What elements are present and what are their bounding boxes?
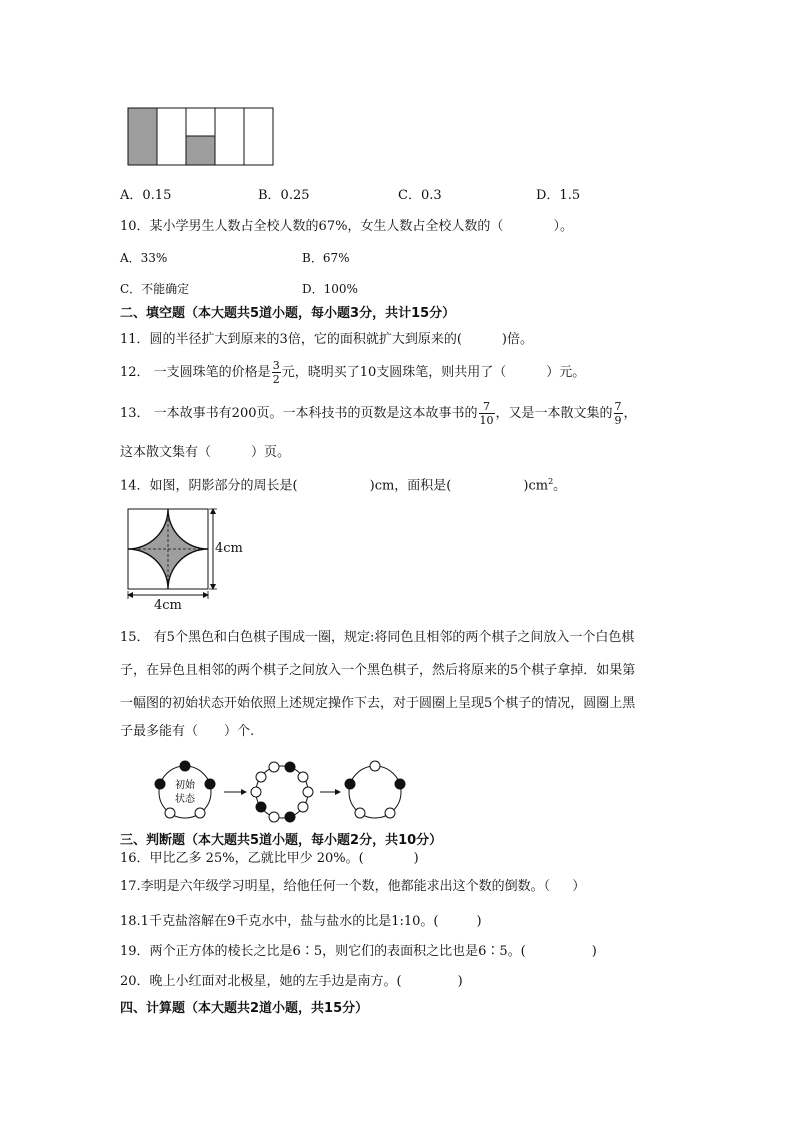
- q10-option-b: B．67%: [302, 251, 350, 265]
- stone-circles-figure: [150, 755, 410, 825]
- stone-black: [256, 802, 266, 812]
- q14-d: 。: [553, 478, 567, 494]
- stone-black: [345, 779, 355, 789]
- q12-denominator: 2: [272, 373, 280, 386]
- stone-black: [155, 779, 165, 789]
- stone-white: [165, 808, 175, 818]
- q13-c: ，: [623, 406, 637, 421]
- q15-line-1: 15． 有5个黑色和白色棋子围成一圈，规定:将同色且相邻的两个棋子之间放入一个白色棋: [120, 630, 635, 645]
- q12-a: 12． 一支圆珠笔的价格是: [120, 365, 271, 380]
- q10-stem: [120, 220, 573, 233]
- q20-b: ): [457, 974, 463, 989]
- q18-a: 18.1千克盐溶解在9千克水中，盐与盐水的比是1:10。(: [120, 914, 439, 929]
- q10-option-a: A．33%: [120, 251, 168, 265]
- q14-side-label: 4cm: [215, 541, 243, 556]
- q9-option-d: D．1.5: [536, 188, 581, 203]
- q9-option-b: B．0.25: [258, 188, 310, 203]
- q13-denominator-1: 10: [479, 414, 494, 427]
- q18-b: ): [476, 914, 482, 929]
- stone-black: [285, 812, 295, 822]
- q10-stem-a: 10．某小学男生人数占全校人数的67%，女生人数占全校人数的（: [120, 219, 504, 234]
- section-2-title: 二、填空题（本大题共5道小题，每小题3分，共计15分）: [120, 306, 456, 321]
- q19-a: 19．两个正方体的棱长之比是6∶5，则它们的表面积之比也是6∶5。(: [120, 944, 526, 959]
- q16: [120, 852, 419, 865]
- q15-line-4: [120, 725, 254, 738]
- q13-b: ，又是一本散文集的: [495, 406, 613, 421]
- stone-white: [370, 761, 380, 771]
- q12-b: 元，晓明买了10支圆珠笔，则共用了（: [281, 365, 507, 380]
- q14-a: 14．如图，阴影部分的周长是(: [120, 478, 298, 494]
- q13-fraction-2: [614, 401, 623, 426]
- q17-b: ）: [572, 879, 586, 894]
- q14-bottom-label: 4cm: [154, 598, 182, 613]
- q13-numerator-1: 7: [479, 401, 495, 414]
- q14-sup: 2: [548, 477, 554, 486]
- stone-black: [205, 779, 215, 789]
- q11-b: )倍。: [501, 332, 533, 347]
- stone-white: [269, 762, 279, 772]
- q12-fraction: [272, 360, 281, 385]
- q14: [120, 478, 566, 492]
- q14-b: )cm，面积是(: [369, 478, 452, 494]
- q19-b: ): [591, 944, 597, 959]
- q10-option-d: D．100%: [302, 282, 358, 296]
- initial-label-1: 初始: [175, 780, 195, 791]
- stone-white: [195, 808, 205, 818]
- q13-line2-b: ）页。: [251, 445, 291, 460]
- q19: [120, 945, 597, 958]
- stone-white: [298, 772, 308, 782]
- bar-cell: [215, 108, 244, 165]
- q13-denominator-2: 9: [614, 414, 622, 427]
- q12: [120, 360, 585, 385]
- q13-line2-a: 这本散文集有（: [120, 445, 212, 460]
- q13-line-2: [120, 446, 290, 459]
- bar-cell: [157, 108, 186, 165]
- q12-c: ）元。: [546, 365, 586, 380]
- stone-black: [395, 779, 405, 789]
- q20: [120, 975, 463, 988]
- q18: [120, 915, 482, 928]
- shaded-bar-cell: [128, 108, 157, 165]
- section-3-title: 三、判断题（本大题共5道小题，每小题2分，共10分）: [120, 833, 443, 848]
- stone-white: [385, 808, 395, 818]
- q9-option-c: C．0.3: [398, 188, 442, 203]
- q11-a: 11．圆的半径扩大到原来的3倍，它的面积就扩大到原来的(: [120, 332, 462, 347]
- q15-line4-a: 子最多能有（: [120, 724, 199, 739]
- q17-a: 17.李明是六年级学习明星，给他任何一个数，他都能求出这个数的倒数。（: [120, 879, 551, 894]
- q13-fraction-1: [479, 401, 495, 426]
- q20-a: 20．晚上小红面对北极星，她的左手边是南方。(: [120, 974, 402, 989]
- stone-white: [298, 802, 308, 812]
- q11: [120, 333, 533, 346]
- stone-black: [180, 761, 190, 771]
- stone-white: [303, 787, 313, 797]
- stone-white: [251, 787, 261, 797]
- bar-cell: [244, 108, 273, 165]
- q13-numerator-2: 7: [614, 400, 622, 413]
- section-4-title: 四、计算题（本大题共2道小题，共15分）: [120, 1001, 369, 1016]
- q16-a: 16．甲比乙多 25%，乙就比甲少 20%。(: [120, 851, 364, 866]
- initial-label-2: 状态: [175, 794, 195, 805]
- q13-a: 13． 一本故事书有200页。一本科技书的页数是这本故事书的: [120, 406, 478, 421]
- q13-line-1: [120, 401, 637, 426]
- q15-line-2: 子，在异色且相邻的两个棋子之间放入一个黑色棋子，然后将原来的5个棋子拿掉．如果第: [120, 663, 636, 678]
- q16-b: ): [413, 851, 419, 866]
- shaded-half-cell: [186, 136, 215, 165]
- stone-white: [269, 812, 279, 822]
- q10-option-c: C．不能确定: [120, 282, 190, 296]
- q14-c: )cm: [523, 478, 549, 494]
- shaded-star-figure: [125, 506, 235, 606]
- q9-option-a: A．0.15: [120, 188, 172, 203]
- q15-line4-b: ）个.: [224, 724, 255, 739]
- q12-numerator: 3: [272, 359, 280, 372]
- stone-black: [285, 762, 295, 772]
- bar-figure: [127, 107, 275, 167]
- q17: [120, 880, 585, 893]
- q15-line-3: 一幅图的初始状态开始依照上述规定操作下去，对于圆圈上呈现5个棋子的情况，圆圈上黑: [120, 696, 636, 711]
- q10-stem-b: ）。: [553, 219, 573, 234]
- stone-white: [256, 772, 266, 782]
- bar-cell: [186, 108, 215, 136]
- stone-white: [355, 808, 365, 818]
